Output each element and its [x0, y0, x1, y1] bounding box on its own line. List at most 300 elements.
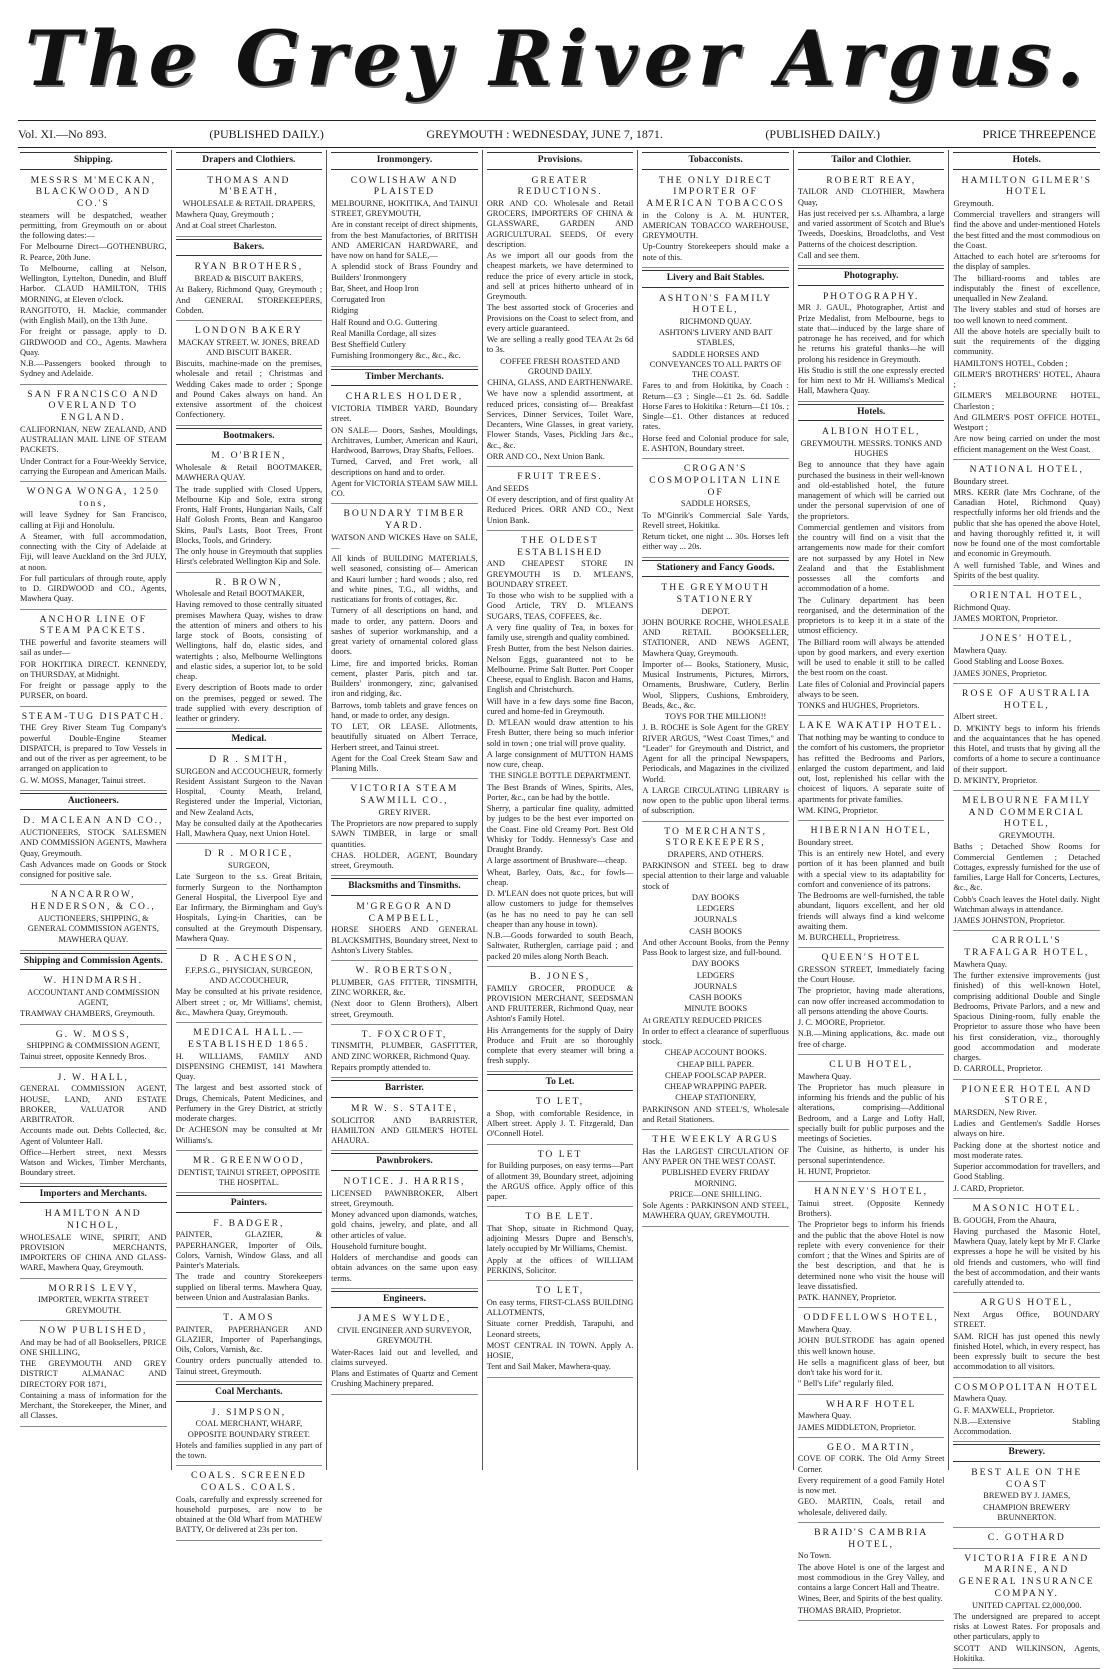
section-heading: Auctioneers.: [20, 793, 167, 811]
advertisement-title: QUEEN'S HOTEL: [821, 952, 921, 964]
advertisement: [953, 462, 1100, 586]
advertisement-title: W. ROBERTSON,: [355, 965, 454, 977]
advertisement-body: [798, 1454, 945, 1518]
advertisement-title: D R . SMITH,: [209, 754, 289, 766]
section-heading: Painters.: [176, 1195, 323, 1213]
advertisement-line: Mawhera Quay.: [797, 1325, 852, 1335]
advertisement-line: SCOTT AND WILKINSON, Agents, Hokitika.: [953, 1643, 1101, 1663]
advertisement-line: Turnery of all descriptions on hand, and made to order, any pattern. Doors and sashes of superior workmanship, and a great variety of ornamental colored glass doors.: [331, 606, 478, 657]
advertisement-title: MEDICAL HALL.—ESTABLISHED 1865.: [188, 1027, 310, 1050]
advertisement-body: [953, 1394, 1100, 1437]
advertisement: [798, 424, 945, 716]
advertisement-body: [331, 533, 478, 775]
advertisement-line: Biscuits, machine-made on the premises, wholesale and retail ; Christmas and Wedding Cakes made to order ; Sponge and Pound Cakes always on hand. An extensive assortment of the choicest Confectionery.: [175, 359, 323, 420]
advertisement-line: CHEAP BILL PAPER.: [677, 1059, 755, 1069]
advertisement-title: BRAID'S CAMBRIA HOTEL,: [814, 1526, 929, 1550]
advertisement: [20, 173, 167, 385]
section-heading: To Let.: [487, 1074, 634, 1092]
advertisement-title: D R . MORICE,: [204, 848, 294, 860]
advertisement-title: STEAM-TUG DISPATCH.: [21, 710, 165, 722]
advertisement-line: B. GOUGH, From the Ahaura,: [953, 1215, 1057, 1225]
advertisement-title: ARGUS HOTEL,: [980, 1297, 1074, 1309]
advertisement-line: The Best Brands of Wines, Spirits, Ales, Porter, &c., can be had by the bottle.: [486, 782, 634, 802]
advertisement: [176, 323, 323, 426]
advertisement-line: Water-Races laid out and levelled, and claims surveyed.: [331, 1347, 478, 1367]
advertisement: [642, 580, 789, 821]
advertisement-line: CHEAP FOOLSCAP PAPER.: [664, 1070, 767, 1080]
advertisement-title: TO MERCHANTS, STOREKEEPERS,: [664, 825, 767, 849]
advertisement: [953, 1295, 1100, 1377]
advertisement: [176, 448, 323, 572]
advertisement: [20, 887, 167, 950]
advertisement-title: CHARLES HOLDER,: [345, 391, 464, 403]
advertisement-line: DENTIST, TAINUI STREET, OPPOSITE THE HOSPITAL.: [177, 1167, 320, 1187]
advertisement-line: And GILMER'S POST OFFICE HOTEL, Westport ;: [953, 412, 1101, 433]
advertisement: [798, 823, 945, 948]
advertisement-title: ROBERT REAY,: [826, 174, 917, 186]
advertisement-line: D. M'LEAN would draw attention to his Fresh Butter, there being so much inferior sold in town ; one trial will prove quality.: [486, 718, 634, 748]
advertisement-body: [953, 477, 1100, 582]
advertisement-line: D. CARROLL, Proprietor.: [953, 1064, 1043, 1074]
advertisement: [20, 1281, 167, 1321]
advertisement-body: [798, 1411, 945, 1433]
advertisement-line: The trade supplied with Closed Uppers, Melbourne Kip and Sole, extra strong Fronts, Half Fronts, Hungarian Nails, Calf Half Golosh Fronts, Bean and Kangaroo Skins, Paul's Lasts, Boot Trees, Front Blocks, Tools, and Grindery.: [175, 484, 323, 545]
advertisement: [176, 951, 323, 1023]
advertisement-line: In order to effect a clearance of superfluous stock.: [642, 1026, 789, 1047]
advertisement-line: (Next door to Glenn Brothers), Albert street, Greymouth.: [331, 999, 478, 1019]
advertisement-body: [176, 966, 323, 1018]
advertisement-title: TO BE LET.: [525, 1211, 595, 1223]
advertisement-title: JAMES WYLDE,: [357, 1313, 452, 1325]
advertisement-title: PIONEER HOTEL AND STORE,: [961, 1083, 1093, 1107]
advertisement-line: TRAMWAY CHAMBERS, Greymouth.: [20, 1009, 155, 1019]
advertisement-body: [20, 1084, 167, 1178]
advertisement-line: The Proprietor has much pleasure in informing his friends and the public of his alterations, comprising—Additional Bedroom, and a Large and Lofty Hall, specially built for public purposes and the meetings of Societies.: [797, 1082, 945, 1144]
advertisement-body: [176, 1419, 323, 1461]
advertisement-title: MR W. S. STAITE,: [350, 1102, 458, 1114]
section-heading: Medical.: [176, 731, 323, 749]
advertisement-line: Next Argus Office, BOUNDARY STREET.: [953, 1310, 1101, 1330]
advertisement: [487, 173, 634, 468]
advertisement-line: Country orders punctually attended to. Tainui street, Greymouth.: [175, 1356, 323, 1376]
advertisement-title: LAKE WAKATIP HOTEL.: [799, 720, 944, 732]
advertisement-title: THE OLDEST ESTABLISHED: [517, 534, 603, 558]
advertisement-line: JOURNALS: [694, 981, 737, 991]
advertisement-line: J. CARD, Proprietor.: [953, 1183, 1024, 1193]
advertisement-body: [20, 638, 167, 702]
advertisement-body: [798, 1072, 945, 1178]
advertisement-line: PLUMBER, GAS FITTER, TINSMITH, ZINC WORKER, &c.: [331, 977, 478, 998]
advertisement-line: Commercial gentlemen and visitors from the country will find on a visit that the arrangements now made for their comfort are not surpassed by any Hotel in New Zealand and that the Establishment possesses all the comforts and accommodation of a home.: [797, 522, 945, 594]
advertisement-title: COSMOPOLITAN HOTEL: [954, 1381, 1099, 1393]
advertisement-body: [20, 914, 167, 946]
advertisement-body: [798, 733, 945, 816]
advertisement-title: MESSRS M'MECKAN, BLACKWOOD, AND CO.'S: [30, 174, 156, 209]
advertisement: [20, 1206, 167, 1278]
advertisement-line: Has the LARGEST CIRCULATION OF ANY PAPER ON THE WEST COAST.: [642, 1146, 789, 1167]
advertisement: [176, 1216, 323, 1308]
advertisement-line: WHOLESALE & RETAIL DRAPERS,: [182, 198, 316, 208]
advertisement-body: [642, 607, 789, 817]
advertisement: [642, 824, 789, 1131]
advertisement-line: Wholesale & Retail BOOTMAKER, MAWHERA QUAY.: [175, 463, 323, 483]
advertisement: [176, 1405, 323, 1467]
advertisement-title: CROGAN'S COSMOPOLITAN LINE OF: [649, 463, 782, 498]
advertisement-line: We are selling a really good TEA At 2s 6d to 3s.: [486, 335, 634, 355]
advertisement-line: Albert street.: [953, 712, 998, 722]
advertisement-title: G. W. MOSS,: [55, 1028, 131, 1040]
advertisement-line: Dr ACHESON may be consulted at Mr Williams's.: [175, 1125, 323, 1145]
advertisement-title: M. O'BRIEN,: [211, 450, 287, 462]
advertisement-line: M. BURCHELL, Proprietress.: [797, 933, 901, 942]
column-6: [793, 150, 949, 1615]
advertisement-body: [176, 463, 323, 568]
advertisement: [642, 1132, 789, 1226]
advertisement-line: SURGEON,: [228, 861, 270, 871]
section-heading: Importers and Merchants.: [20, 1186, 167, 1204]
advertisement: [953, 1201, 1100, 1293]
advertisement-line: Greymouth.: [953, 198, 994, 208]
advertisement-line: Every requirement of a good Family Hotel is now met.: [797, 1475, 945, 1496]
advertisement-title: ORIENTAL HOTEL,: [970, 590, 1084, 602]
advertisement-line: Importer of— Books, Stationery, Music, Musical Instruments, Pictures, Mirrors, Ornaments, Brushware, Cutlery, Berlin Wool, Slippers, Cushions, Embroidery, Beads, &c., &c.: [642, 659, 789, 710]
advertisement-line: N.B.—Goods forwarded to south Beach, Saltwater, Rutherglen, carriage paid ; and packed 20 miles along North Beach.: [486, 931, 634, 961]
advertisement-line: ORR AND CO. Wholesale and Retail GROCERS, IMPORTERS OF CHINA & GLASSWARE, GARDEN AND AGRICULTURAL SEEDS, Of every description.: [486, 198, 634, 249]
advertisement-line: And other Account Books, from the Penny Pass Book to largest size, and full-bound.: [642, 937, 789, 958]
advertisement: [331, 1027, 478, 1078]
section-heading: Tobacconists.: [642, 152, 789, 170]
advertisement-body: [487, 1224, 634, 1276]
advertisement-line: Late files of Colonial and Provincial papers always to be seen.: [797, 679, 945, 699]
advertisement-title: THOMAS AND M'BEATH,: [207, 174, 291, 198]
advertisement-title: ASHTON'S FAMILY HOTEL,: [658, 292, 773, 316]
advertisement: [798, 1525, 945, 1621]
advertisement-line: WM. KING, Proprietor.: [797, 805, 879, 815]
advertisement: [487, 469, 634, 531]
advertisement-line: DAY BOOKS: [691, 959, 740, 969]
advertisement: [20, 387, 167, 482]
advertisement-body: [798, 1325, 945, 1390]
advertisement: [642, 173, 789, 268]
advertisement-line: Apply at the offices of WILLIAM PERKINS, Solicitor.: [486, 1255, 634, 1275]
advertisement-body: [331, 199, 478, 362]
advertisement-title: MR. GREENWOOD,: [192, 1154, 305, 1166]
advertisement-line: For full particulars of through route, apply to D. GIRDWOOD and CO., Agents, Mawhera Quay.: [20, 573, 167, 604]
advertisement-line: TONKS and HUGHES, Proprietors.: [797, 701, 920, 711]
advertisement-line: Household furniture bought.: [331, 1241, 427, 1251]
volume-number: Vol. XI.—No 893.: [18, 126, 107, 141]
advertisement-line: GREYMOUTH. MESSRS. TONKS AND HUGHES: [800, 438, 942, 459]
advertisement: [176, 752, 323, 844]
advertisement-line: Richmond Quay.: [953, 602, 1011, 612]
advertisement-line: TAILOR AND CLOTHIER, Mawhera Quay,: [797, 187, 945, 207]
advertisement-line: The only house in Greymouth that supplies Hirst's celebrated Wellington Kip and Sole.: [175, 547, 323, 567]
advertisement-title: BOUNDARY TIMBER YARD.: [343, 508, 466, 531]
advertisement-line: Money advanced upon diamonds, watches, gold chains, jewelry, and plate, and all other articles of value.: [331, 1210, 478, 1240]
advertisement: [20, 813, 167, 885]
advertisement-line: JAMES JOHNSTON, Proprietor.: [953, 916, 1065, 926]
advertisement-line: IMPORTER, WEKITA STREET GREYMOUTH.: [38, 1295, 149, 1315]
dateline: [18, 120, 1096, 148]
advertisement-body: [953, 199, 1100, 455]
advertisement-line: COVE OF CORK. The Old Army Street Corner.: [797, 1454, 945, 1474]
advertisement: [176, 259, 323, 321]
advertisement-line: Mawhera Quay.: [953, 1394, 1007, 1404]
advertisement-line: H. WILLIAMS, FAMILY AND DISPENSING CHEMIST, 141 Mawhera Quay.: [175, 1051, 323, 1082]
advertisement-line: TINSMITH, PLUMBER, GASFITTER, AND ZINC WORKER, Richmond Quay.: [331, 1041, 478, 1061]
advertisement-title: TO LET,: [535, 1096, 585, 1108]
advertisement: [20, 1027, 167, 1068]
advertisement-line: On easy terms, FIRST-CLASS BUILDING ALLOTMENTS,: [486, 1297, 634, 1318]
advertisement-line: Sole Agents : PARKINSON AND STEEL, MAWHERA QUAY, GREYMOUTH.: [642, 1201, 789, 1221]
advertisement-title: HAMILTON AND NICHOL,: [44, 1208, 142, 1231]
advertisement-line: CIVIL ENGINEER AND SURVEYOR, GREYMOUTH.: [337, 1326, 472, 1346]
column-7: [948, 150, 1104, 1663]
advertisement-line: To those who wish to be supplied with a Good Article, TRY D. M'LEAN'S SUGARS, TEAS, COFFEES, &c.: [486, 591, 634, 621]
advertisement-line: J. B. ROCHE is Sole Agent for the GREY RIVER ARGUS, "West Coast Times," and "Leader" for Greymouth and District, and Agent for all the principal Newspapers, Periodicals, and Magazines in the civilized World.: [642, 723, 789, 784]
advertisement-body: [953, 1601, 1100, 1665]
advertisement-line: FOR HOKITIKA DIRECT. KENNEDY, on THURSDAY, at Midnight.: [20, 659, 167, 679]
advertisement-line: SURGEON and ACCOUCHEUR, formerly Resident Assistant Surgeon to the Navan Hospital, County Meath, Ireland, Registered under the Imperial, Victorian, and New Zealand Acts,: [175, 766, 323, 817]
advertisement-line: " Bell's Life" regularly filed.: [797, 1379, 894, 1389]
advertisement-line: Having removed to those centrally situated premises Mawhera Quay, wishes to draw the attention of miners and others to his large stock of Boots, consisting of Wellingtons, half do, elastic sides, and watertights ; also, Melbourne Wellingtons and elastic sides, a superior lot, to be sold cheap.: [175, 600, 323, 682]
section-heading: Stationery and Fancy Goods.: [642, 560, 789, 578]
advertisement-line: A large consignment of MUTTON HAMS now cure, cheap.: [486, 749, 634, 770]
advertisement-line: J. C. MOORE, Proprietor.: [797, 1018, 886, 1028]
section-heading: Timber Merchants.: [331, 369, 478, 387]
advertisement-line: The undersigned are prepared to accept risks at Lowest Rates. For proposals and other particulars, apply to: [953, 1611, 1101, 1642]
advertisement-line: Sherry, a particular fine quality, admitted by judges to be the best ever imported on the Coast. Fine old Creamy Port. Best Old Whisky for Toddy. Hennessy's Case and Draught Brandy.: [486, 804, 634, 855]
advertisement-line: Cobb's Coach leaves the Hotel daily. Night Watchman always in attendance.: [953, 894, 1101, 914]
advertisement-line: N.B.—Mining applications, &c. made out free of charge.: [797, 1029, 945, 1049]
advertisement-body: [487, 199, 634, 462]
advertisement-line: May be consulted at his private residence, Albert street ; or, Mr Williams', chemist, &c., Mawhera Quay, Greymouth.: [175, 987, 323, 1017]
advertisement-line: F.F.P.S.G., PHYSICIAN, SURGEON, AND ACCOUCHEUR,: [185, 965, 313, 986]
section-heading: Shipping.: [20, 152, 167, 170]
advertisement-title: ANCHOR LINE OF STEAM PACKETS.: [39, 613, 147, 637]
advertisement-line: D. M'KINTY begs to inform his friends and the acquaintances that he has opened this Hotel, and trusts that by giving all the comforts of a home to secure a continuance of their support.: [953, 723, 1101, 774]
advertisement-line: MAWHERA QUAY.: [58, 935, 129, 945]
advertisement-line: ASHTON'S LIVERY AND BAIT STABLES,: [658, 328, 773, 348]
advertisement-line: Has just received per s.s. Alhambra, a large and varied assortment of Scotch and Blue's Tweeds, Doeskins, Broadcloths, and Vest Patterns of the choicest description.: [797, 208, 945, 249]
advertisement-line: All kinds of BUILDING MATERIALS, well seasoned, consisting of— American and Kauri lumber ; hard woods ; also, red and white pines, T.G., all widths, and rusticatians for fronts of cottages, &c.: [331, 554, 478, 605]
advertisement-body: [953, 1491, 1100, 1523]
newspaper-columns: [16, 150, 1104, 1663]
advertisement-line: The trade and country Storekeepers supplied on liberal terms. Mawhera Quay, between Union and Australasian Banks.: [175, 1272, 323, 1302]
advertisement-body: [953, 960, 1100, 1075]
advertisement: [20, 973, 167, 1024]
advertisement-title: HIBERNIAN HOTEL,: [810, 825, 932, 837]
advertisement-line: A large assortment of Brushware—cheap.: [486, 856, 627, 866]
advertisement-title: COWLISHAW AND PLAISTED: [350, 174, 459, 198]
advertisement: [798, 950, 945, 1055]
advertisement-body: [798, 187, 945, 261]
advertisement-line: Every description of Boots made to order on the premises, pegged or sewed. The trade supplied with every description of leather or grindery.: [175, 683, 323, 724]
advertisement-line: MACKAY STREET. W. JONES, BREAD AND BISCUIT BAKER.: [178, 337, 320, 357]
advertisement: [176, 1468, 323, 1540]
advertisement-line: At Bakery, Richmond Quay, Greymouth ; And GENERAL STOREKEEPERS, Cobden.: [175, 285, 323, 315]
advertisement-body: [953, 712, 1100, 786]
advertisement-line: G. F. MAXWELL, Proprietor.: [953, 1405, 1055, 1415]
masthead: [0, 0, 1114, 118]
advertisement-line: The Proprietors are now prepared to supply SAWN TIMBER, in large or small quantities.: [331, 819, 478, 849]
advertisement-line: The further extensive improvements (just finished) of this well-known Hotel, comprising additional Double and Single Bedrooms, Private Parlors, and a new and Spacious Dining-room, fully enable the Proprietor to assure those who have been his first consideration, viz., thoroughly good accommodation and moderate charges.: [953, 971, 1101, 1063]
advertisement-title: ALBION HOTEL,: [821, 426, 921, 438]
advertisement-title: ROSE OF AUSTRALIA HOTEL,: [962, 687, 1092, 711]
advertisement-line: Beg to announce that they have again purchased the business in their well-known and old-established hotel, the future management of which will be carried out under the personal supervision of one of the proprietors.: [797, 460, 945, 521]
published-note-right: (PUBLISHED DAILY.): [765, 126, 880, 141]
column-1: [16, 150, 171, 1470]
advertisement-line: PAINTER, PAPERHANGER AND GLAZIER, Importer of Paperhangings, Oils, Colors, Varnish, &c.: [175, 1324, 323, 1355]
advertisement-line: Wines, Beer, and Spirits of the best quality.: [797, 1594, 943, 1604]
advertisement-title: J. SIMPSON,: [211, 1406, 287, 1418]
advertisement-line: in the Colony is A. M. HUNTER, AMERICAN TOBACCO WAREHOUSE, GREYMOUTH.: [642, 210, 789, 241]
advertisement-line: D. M'LEAN does not quote prices, but will allow customers to judge for themselves (as he has no need to pay he can sell cheaper than any house in town).: [486, 889, 634, 929]
advertisement-line: Superior accommodation for travellers, and Good Stabling.: [953, 1162, 1101, 1182]
advertisement-line: PARKINSON AND STEEL'S, Wholesale and Retail Stationers.: [642, 1104, 789, 1124]
advertisement-line: The Culinary department has been reorganised, and the determination of the proprietors is to keep it in a state of the utmost efficiency.: [797, 595, 945, 636]
advertisement-title: C. GOTHARD: [987, 1532, 1066, 1544]
advertisement-line: JOHN BULSTRODE has again opened this well known house.: [797, 1336, 945, 1356]
advertisement-title: MORRIS LEVY,: [48, 1282, 139, 1294]
advertisement-line: Horse feed and Colonial produce for sale, E. ASHTON, Boundary street.: [642, 433, 789, 453]
advertisement-line: His Studio is still the one expressly erected for him next to Mr H. Williams's Medical Hall, Mawhera Quay.: [797, 365, 945, 396]
advertisement-body: [176, 589, 323, 724]
advertisement: [798, 173, 945, 266]
advertisement: [20, 612, 167, 707]
advertisement-line: Late Surgeon to the s.s. Great Britain, formerly Surgeon to the Northampton General Hospital, the Liverpool Eye and Ear Infirmary, the Birmingham and Guy's Hospitals, Lying-in Charities, can be consulted at the Greymouth Dispensary, Mawhera Quay.: [175, 872, 323, 943]
advertisement-title: WHARF HOTEL: [825, 1398, 917, 1410]
advertisement: [798, 289, 945, 402]
advertisement-line: THE powerful and favorite steamers will sail as under—: [20, 638, 167, 658]
advertisement-line: Containing a mass of information for the Merchant, the Storekeeper, the Miner, and all Classes.: [20, 1390, 167, 1421]
advertisement-title: T. AMOS: [223, 1312, 275, 1324]
advertisement-line: Office—Herbert street, next Messrs Watson and Wickes, Timber Merchants, Boundary street.: [20, 1147, 167, 1178]
advertisement-line: Good Stabling and Loose Boxes.: [953, 657, 1064, 667]
advertisement-line: The Billiard room will always be attended upon by good markers, and every exertion will be used to enable it still to be called the best room on the coast.: [797, 637, 945, 678]
advertisement: [953, 933, 1100, 1079]
advertisement-line: This is an entirely new Hotel, and every portion of it has been planned and built with a special view to its adaptability for comfort and convenience of its patrons.: [797, 849, 945, 889]
advertisement-line: For freight or passage, apply to D. GIRDWOOD and CO., Agents. Mawhera Quay.: [20, 327, 167, 357]
advertisement-line: LEDGERS: [696, 970, 735, 980]
advertisement-title: VICTORIA FIRE AND MARINE, AND GENERAL INSURANCE COMPANY.: [958, 1552, 1095, 1599]
advertisement-line: MOST CENTRAL IN TOWN. Apply A. HOSIE,: [486, 1340, 634, 1361]
section-heading: Engineers.: [331, 1291, 478, 1309]
advertisement-body: [953, 1216, 1100, 1289]
advertisement-line: GREY RIVER.: [378, 807, 431, 817]
advertisement-line: Mawhera Quay.: [797, 1411, 852, 1421]
advertisement: [953, 173, 1100, 460]
advertisement: [953, 1551, 1100, 1669]
advertisement-line: N.B.—Extensive Stabling Accommodation.: [953, 1416, 1101, 1437]
advertisement-title: THE GREYMOUTH STATIONERY: [661, 582, 770, 605]
advertisement-title: FRUIT TREES.: [517, 471, 603, 483]
advertisement-line: steamers will be despatched, weather permitting, from Greymouth on or about the following dates:—: [20, 210, 167, 241]
advertisement-body: [20, 1233, 167, 1274]
advertisement-line: GREYMOUTH.: [998, 831, 1055, 841]
advertisement: [331, 963, 478, 1025]
advertisement-title: NOW PUBLISHED,: [39, 1324, 148, 1336]
advertisement-line: Ridging: [331, 306, 359, 316]
advertisement-line: CHEAP WRAPPING PAPER.: [664, 1082, 767, 1092]
advertisement-body: [331, 1326, 478, 1390]
advertisement-line: RANGITOTO, H. Mackie, commander (with English Mail), on the 13th June.: [20, 305, 167, 326]
advertisement-body: [798, 1551, 945, 1616]
advertisement-line: A very fine quality of Tea, in boxes for family use, strength and quality combined.: [486, 622, 634, 643]
advertisement-title: CLUB HOTEL,: [829, 1058, 914, 1070]
column-5: [637, 150, 793, 1470]
advertisement-line: MR J. GAUL, Photographer, Artist and Prize Medalist, from Melbourne, begs to state that—induced by the large share of patronage he has received, and for which he returns his grateful thanks—he will prolong his residence in Greymouth.: [797, 303, 945, 364]
advertisement-line: Plans and Estimates of Quartz and Cement Crushing Machinery prepared.: [331, 1369, 478, 1389]
advertisement-body: [176, 1052, 323, 1146]
advertisement-line: DAY BOOKS: [691, 892, 740, 902]
advertisement: [487, 1094, 634, 1144]
advertisement: [20, 1323, 167, 1427]
advertisement-line: Return ticket, one night ... 30s. Horses left either way ... 20s.: [642, 532, 789, 552]
advertisement-body: [953, 1310, 1100, 1373]
advertisement-line: A well furnished Table, and Wines and Spirits of the best quality.: [953, 560, 1101, 580]
advertisement-line: Having purchased the Masonic Hotel, Mawhera Quay, lately kept by Mr F. Clarke expresses a hope he will be visited by his old friends and customers, who will find the best of accommodation, and their wants carefully attended to.: [953, 1226, 1101, 1288]
advertisement-body: [487, 1298, 634, 1373]
advertisement: [798, 1057, 945, 1182]
advertisement-title: COALS. SCREENED COALS. COALS.: [190, 1470, 307, 1493]
advertisement-line: Agent for the Coal Creek Steam Saw and Planing Mills.: [331, 753, 478, 774]
advertisement-line: The Bedrooms are well-furnished, the table abundant, liquors excellent, and her old friends will always find a kind welcome awaiting them.: [797, 891, 945, 931]
advertisement-line: Tent and Sail Maker, Mawhera-quay.: [486, 1362, 611, 1372]
advertisement-line: Call and see them.: [797, 250, 860, 260]
advertisement-body: [331, 1041, 478, 1073]
advertisement-line: Are in constant receipt of direct shipments, from the best Manufactories, of BRITISH AND AMERICAN HARDWARE, and have now on hand for SALE,—: [331, 220, 478, 261]
advertisement-line: The above Hotel is one of the largest and most commodious in the Grey Valley, and contains a large Concert Hall and Theatre.: [797, 1562, 945, 1593]
advertisement-line: HAMILTON'S HOTEL, Cobden ;: [953, 358, 1068, 368]
advertisement: [176, 1153, 323, 1193]
advertisement-line: ON SALE— Doors, Sashes, Mouldings, Architraves, Lumber, American and Kauri, Hardwood, Barrows, Dray Shafts, Felloes.: [331, 425, 478, 456]
advertisement-body: [176, 1230, 323, 1303]
advertisement-line: Furnishing Ironmongery &c., &c., &c.: [331, 351, 461, 361]
advertisement-line: The Cuisine, as hitherto, is under his personal superintendence.: [797, 1145, 945, 1165]
advertisement-title: GREATER REDUCTIONS.: [517, 174, 603, 198]
advertisement: [642, 291, 789, 460]
column-2: [171, 150, 327, 1535]
advertisement: [798, 718, 945, 821]
advertisement-line: He sells a magnificent glass of beer, but don't take his word for it.: [797, 1357, 945, 1378]
advertisement-body: [20, 425, 167, 477]
advertisement-title: THE WEEKLY ARGUS: [652, 1134, 779, 1146]
advertisement-body: [176, 861, 323, 944]
advertisement-line: GRESSON STREET, Immediately facing the Court House.: [797, 964, 945, 985]
advertisement-line: The proprietor, having made alterations, can now offer increased accommodation to all persons attending the above Courts.: [797, 986, 945, 1016]
advertisement-body: [798, 1199, 945, 1304]
advertisement-body: [20, 988, 167, 1020]
advertisement-line: Tainui street, opposite Kennedy Bros.: [20, 1052, 147, 1062]
advertisement-line: For freight or passage apply to the PURSER, on board.: [20, 681, 167, 701]
advertisement-title: MASONIC HOTEL.: [972, 1202, 1081, 1214]
advertisement-line: MELBOURNE, HOKITIKA, And TAINUI STREET, GREYMOUTH,: [331, 198, 478, 219]
advertisement-line: PATK. HANNEY, Proprietor.: [797, 1293, 897, 1303]
advertisement-line: Real Manilla Cordage, all sizes: [331, 328, 437, 338]
advertisement-line: COAL MERCHANT, WHARF, OPPOSITE BOUNDARY STREET.: [187, 1419, 310, 1439]
advertisement-line: Mawhera Quay, Greymouth ;: [175, 210, 274, 220]
advertisement-line: MINUTE BOOKS: [684, 1004, 748, 1014]
advertisement-line: BREWED BY J. JAMES,: [983, 1491, 1071, 1501]
advertisement: [331, 1174, 478, 1289]
advertisement-title: B. JONES,: [529, 970, 591, 982]
advertisement: [953, 686, 1100, 791]
advertisement-line: GILMER'S BROTHERS' HOTEL, Ahaura ;: [953, 369, 1101, 390]
advertisement: [331, 781, 478, 876]
advertisement-line: The billiard-rooms and tables are indisputably the finest of excellence, unequalled in New Zealand.: [953, 273, 1101, 304]
advertisement-title: GEO. MARTIN,: [827, 1441, 916, 1453]
